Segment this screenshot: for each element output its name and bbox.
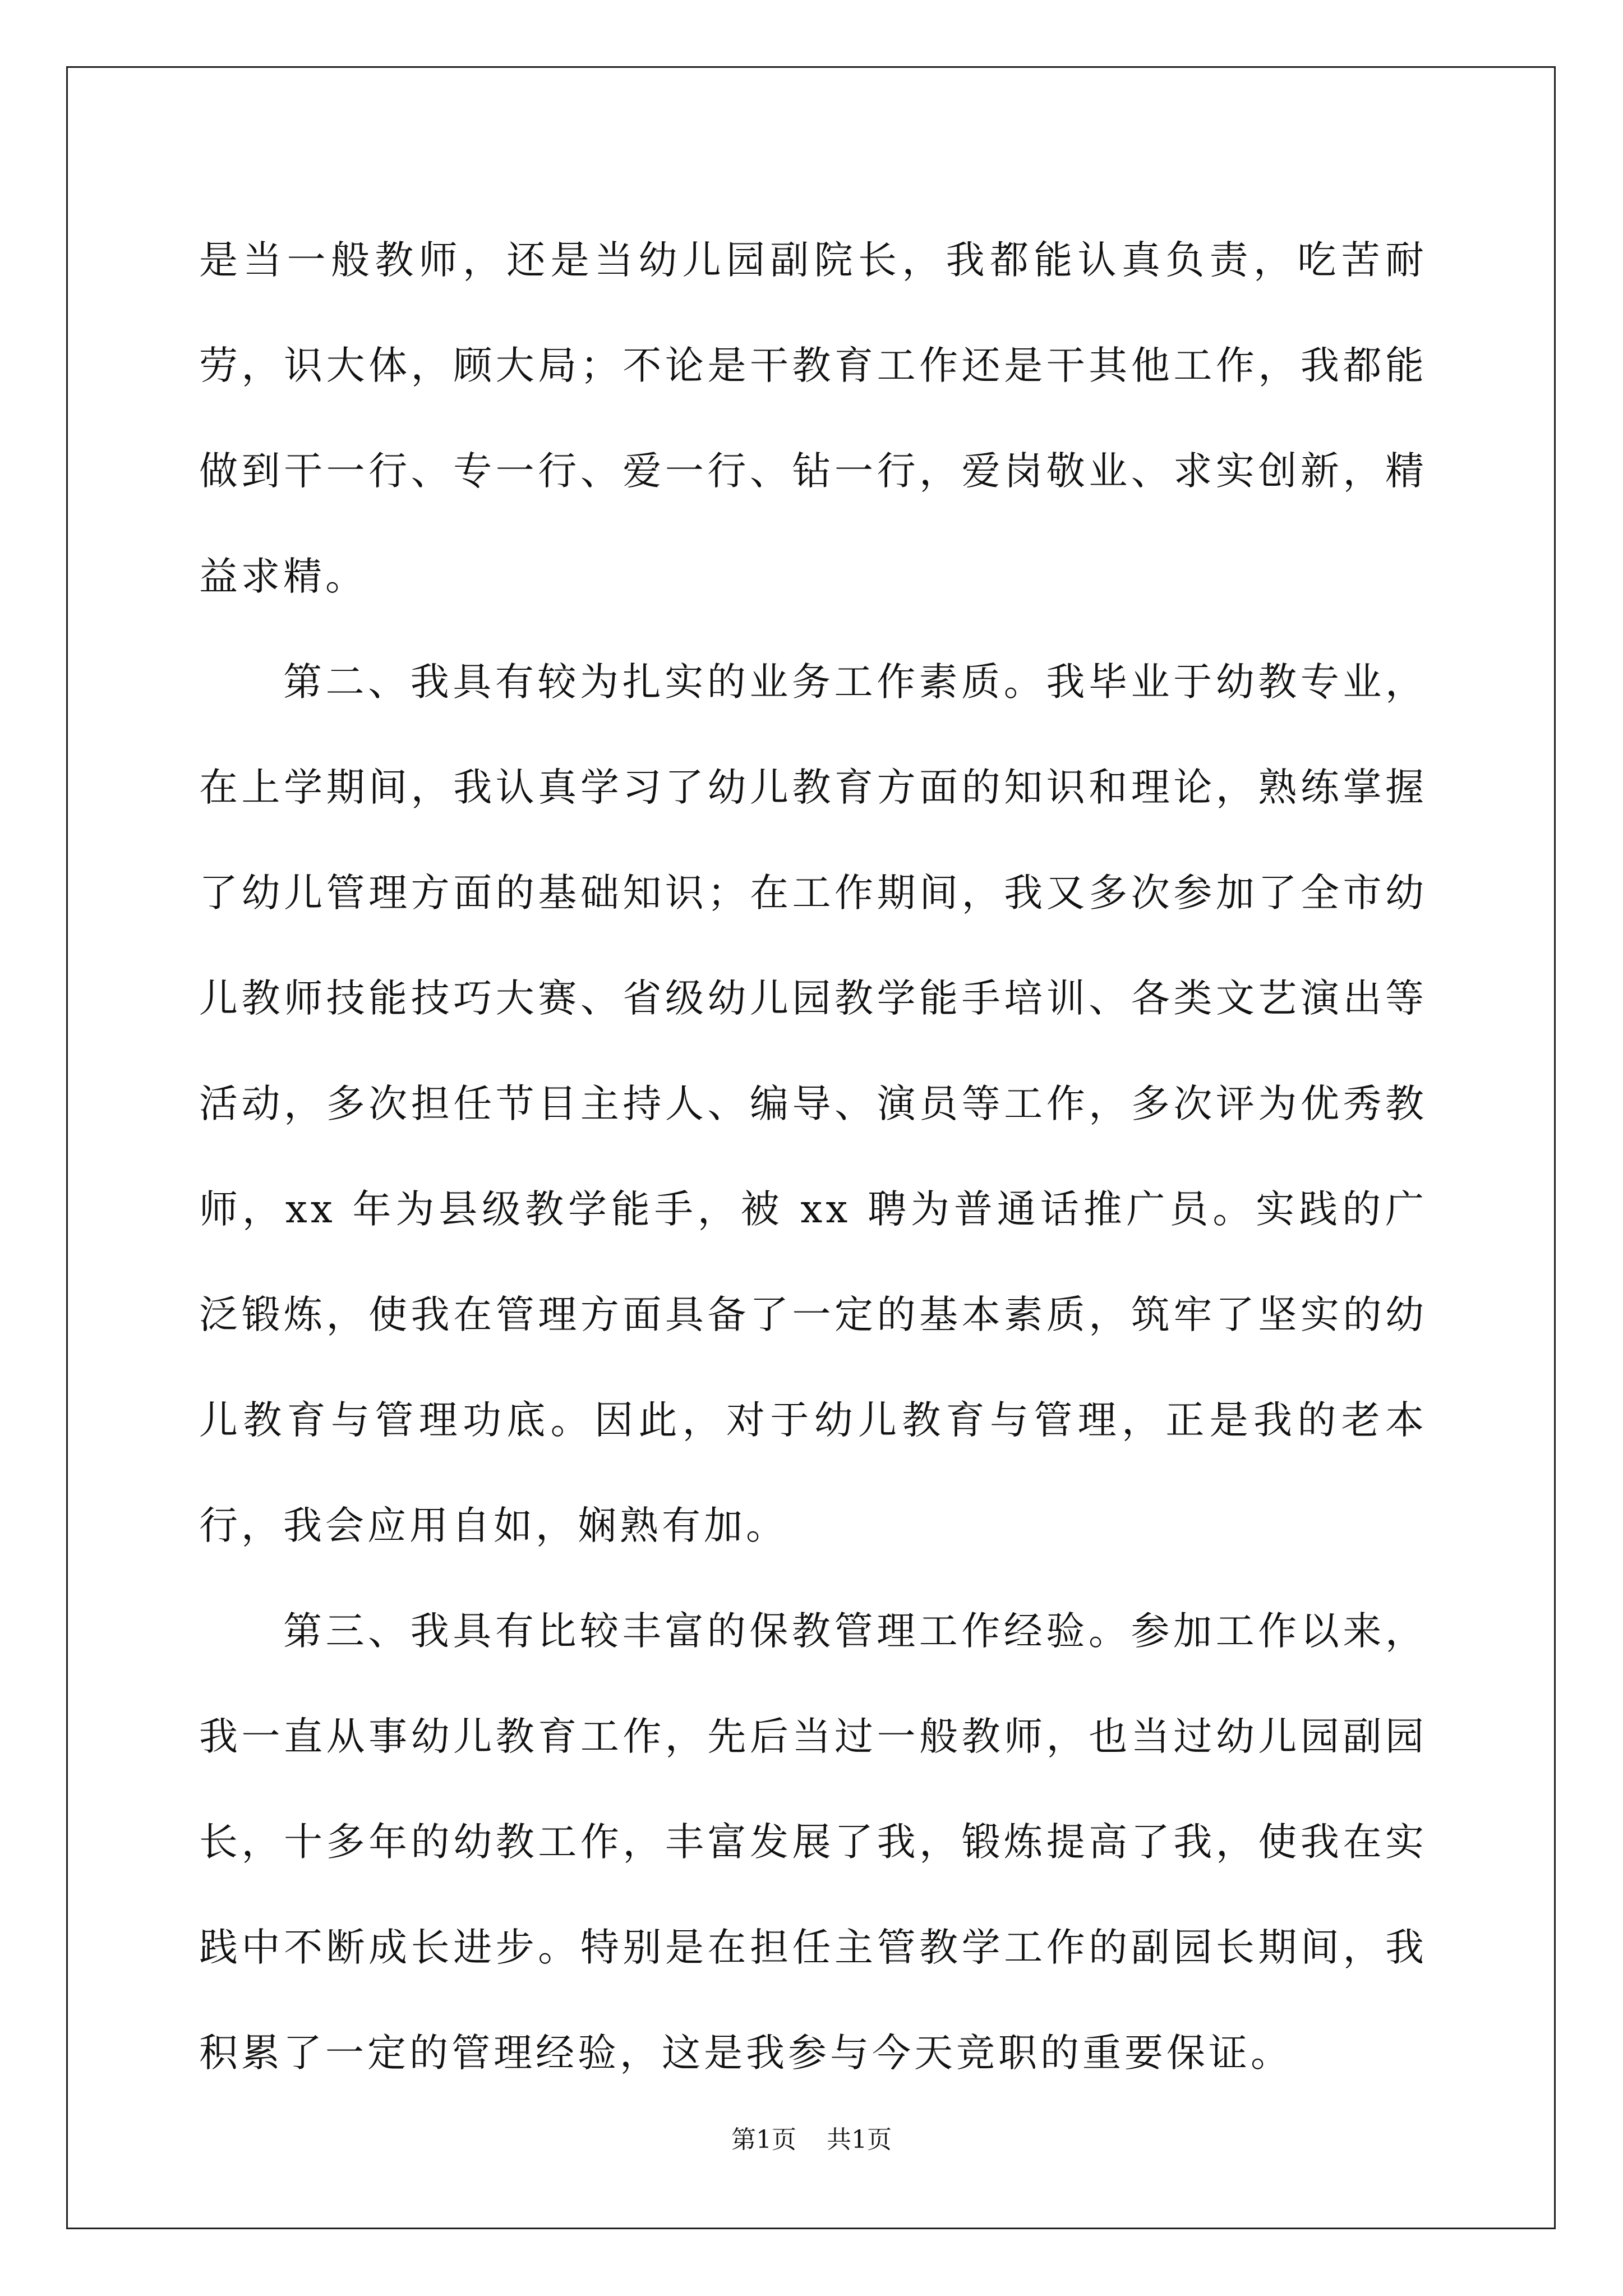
- page-number: 第1页: [731, 2125, 796, 2154]
- page-total: 共1页: [827, 2125, 892, 2154]
- paragraph-2: 第二、我具有较为扎实的业务工作素质。我毕业于幼教专业，在上学期间，我认真学习了幼儿教育方面的知识和理论，熟练掌握了幼儿管理方面的基础知识；在工作期间，我又多次参加了全市幼儿教师技能技巧大赛、省级幼儿园教学能手培训、各类文艺演出等活动，多次担任节目主持人、编导、演员等工作，多次评为优秀教师，xx 年为县级教学能手，被 xx 聘为普通话推广员。实践的广泛锻炼，使我在管理方面具备了一定的基本素质，筑牢了坚实的幼儿教育与管理功底。因此，对于幼儿教育与管理，正是我的老本行，我会应用自如，娴熟有加。: [199, 660, 1427, 1548]
- document-body: [199, 208, 1427, 2106]
- paragraph-1: 是当一般教师，还是当幼儿园副院长，我都能认真负责，吃苦耐劳，识大体，顾大局；不论是干教育工作还是干其他工作，我都能做到干一行、专一行、爱一行、钻一行，爱岗敬业、求实创新，精益求精。: [199, 238, 1427, 599]
- page-footer: [0, 2123, 1623, 2157]
- paragraph-3: 第三、我具有比较丰富的保教管理工作经验。参加工作以来，我一直从事幼儿教育工作，先后当过一般教师，也当过幼儿园副园长，十多年的幼教工作，丰富发展了我，锻炼提高了我，使我在实践中不断成长进步。特别是在担任主管教学工作的副园长期间，我积累了一定的管理经验，这是我参与今天竞职的重要保证。: [199, 1609, 1427, 2076]
